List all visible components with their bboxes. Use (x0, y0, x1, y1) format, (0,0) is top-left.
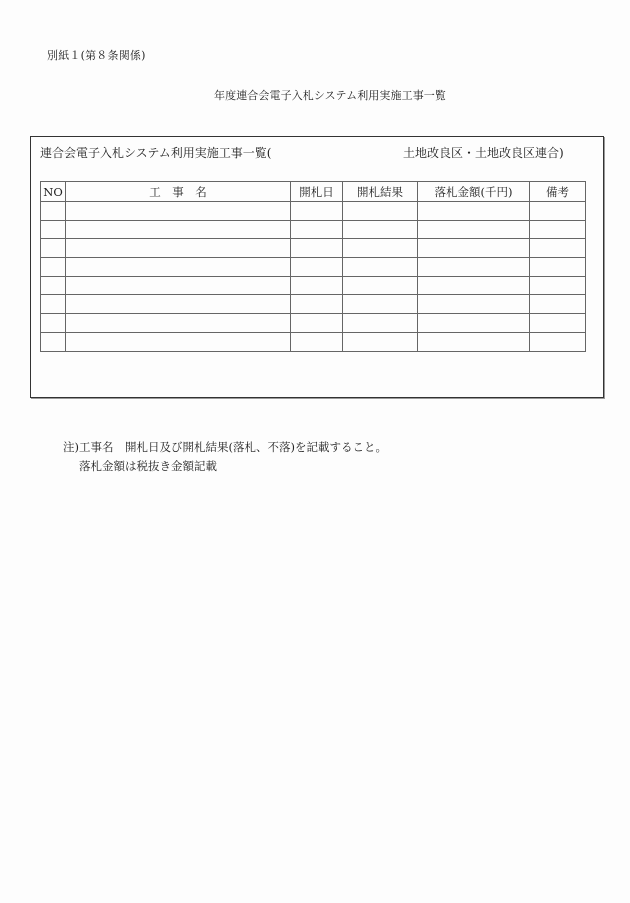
cell-opening-result (343, 314, 418, 333)
note-line-1: 注)工事名 開札日及び開札結果(落札、不落)を記載すること。 (63, 440, 387, 454)
form-heading-left: 連合会電子入札システム利用実施工事一覧( (40, 146, 272, 160)
cell-opening-result (343, 276, 418, 295)
cell-opening-result (343, 202, 418, 221)
cell-work-name (66, 276, 291, 295)
cell-winning-amount (418, 314, 530, 333)
column-header-winning-amount: 落札金額(千円) (418, 182, 530, 202)
cell-work-name (66, 202, 291, 221)
document-title: 年度連合会電子入札システム利用実施工事一覧 (214, 89, 446, 102)
cell-winning-amount (418, 295, 530, 314)
cell-opening-result (343, 239, 418, 258)
cell-winning-amount (418, 202, 530, 221)
cell-winning-amount (418, 332, 530, 351)
cell-no (41, 276, 66, 295)
cell-opening-date (291, 332, 343, 351)
cell-opening-date (291, 276, 343, 295)
cell-work-name (66, 239, 291, 258)
cell-opening-date (291, 220, 343, 239)
cell-remarks (530, 295, 586, 314)
table-row (41, 276, 586, 295)
cell-remarks (530, 239, 586, 258)
column-header-work-name: 工 事 名 (66, 182, 291, 202)
table-row (41, 239, 586, 258)
table-header-row (41, 182, 586, 202)
column-header-remarks: 備考 (530, 182, 586, 202)
table-row (41, 258, 586, 277)
cell-opening-date (291, 202, 343, 221)
cell-work-name (66, 258, 291, 277)
cell-opening-date (291, 314, 343, 333)
cell-opening-result (343, 332, 418, 351)
column-header-no: NO (41, 182, 66, 202)
cell-opening-result (343, 295, 418, 314)
column-header-opening-date: 開札日 (291, 182, 343, 202)
table-row (41, 295, 586, 314)
cell-remarks (530, 332, 586, 351)
cell-winning-amount (418, 239, 530, 258)
cell-no (41, 332, 66, 351)
cell-winning-amount (418, 258, 530, 277)
cell-no (41, 258, 66, 277)
cell-winning-amount (418, 276, 530, 295)
cell-remarks (530, 202, 586, 221)
cell-no (41, 239, 66, 258)
attachment-label: 別紙１(第８条関係) (47, 49, 146, 62)
table-row (41, 220, 586, 239)
note-line-2: 落札金額は税抜き金額記載 (79, 459, 217, 473)
cell-remarks (530, 258, 586, 277)
cell-work-name (66, 220, 291, 239)
form-heading-right: 土地改良区・土地改良区連合) (403, 146, 564, 160)
cell-remarks (530, 314, 586, 333)
column-header-opening-result: 開札結果 (343, 182, 418, 202)
table-row (41, 314, 586, 333)
cell-opening-date (291, 295, 343, 314)
table-row (41, 332, 586, 351)
cell-opening-result (343, 258, 418, 277)
cell-no (41, 202, 66, 221)
cell-work-name (66, 295, 291, 314)
cell-opening-result (343, 220, 418, 239)
cell-opening-date (291, 239, 343, 258)
cell-remarks (530, 220, 586, 239)
table-row (41, 202, 586, 221)
works-table (40, 181, 586, 352)
cell-work-name (66, 314, 291, 333)
cell-opening-date (291, 258, 343, 277)
cell-no (41, 314, 66, 333)
cell-work-name (66, 332, 291, 351)
cell-remarks (530, 276, 586, 295)
notes (63, 438, 387, 476)
cell-no (41, 220, 66, 239)
cell-no (41, 295, 66, 314)
cell-winning-amount (418, 220, 530, 239)
